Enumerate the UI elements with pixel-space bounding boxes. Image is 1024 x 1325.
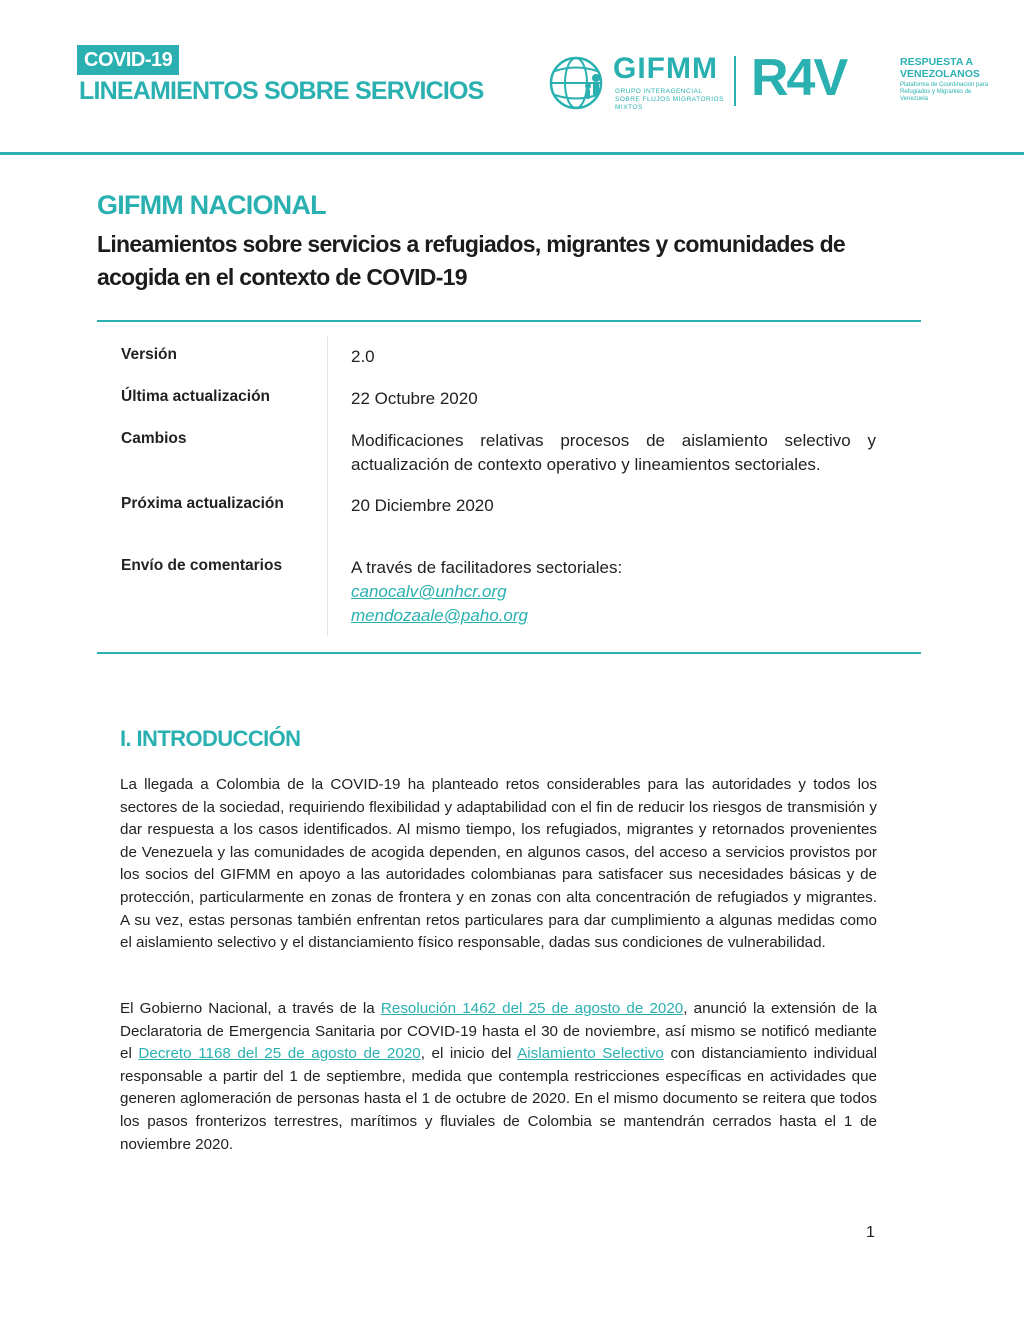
gifmm-logo-tagline: GRUPO INTERAGENCIAL SOBRE FLUJOS MIGRATORIOS MIXTOS [615,88,724,111]
page-number: 1 [866,1224,875,1241]
document-title: GIFMM NACIONAL [97,190,326,220]
p2-text-b: , anunció la extensión de la Declaratoria de Emergencia Sanitaria por COVID-19 hasta el 30 de noviembre, así mismo se notificó mediante el [120,1000,877,1063]
email-link-unhcr[interactable]: canocalv@unhcr.org [351,582,507,601]
comments-value: A través de facilitadores sectoriales: [351,558,623,577]
email-link-paho[interactable]: mendozaale@paho.org [351,606,528,625]
covid-badge: COVID-19 [77,45,179,75]
resolucion-1462-link[interactable]: Resolución 1462 del 25 de agosto de 2020 [380,1000,684,1017]
aislamiento-selectivo-link[interactable]: Aislamiento Selectivo [517,1045,664,1063]
changes-label: Cambios [121,430,187,447]
r4v-logo-tagline: RESPUESTA A VENEZOLANOS [900,56,980,80]
decreto-1168-link[interactable]: Decreto 1168 del 25 de agosto de 2020 [138,1045,421,1063]
next-update-value: 20 Diciembre 2020 [351,496,494,515]
metadata-bottom-rule [97,652,921,654]
version-label: Versión [121,346,177,363]
intro-paragraph-2 [120,998,877,1156]
version-value: 2.0 [351,347,375,366]
p2-text-a: El Gobierno Nacional, a través de la [120,1000,381,1017]
last-updated-label: Última actualización [121,388,271,405]
next-update-label: Próxima actualización [121,495,284,512]
gifmm-logo-text: GIFMM [613,52,718,85]
header-divider [0,152,1024,155]
r4v-logo-text: R4V [751,49,847,107]
logo-separator [734,56,736,106]
intro-paragraph-1: La llegada a Colombia de la COVID-19 ha planteado retos considerables para las autoridades y todos los sectores de la sociedad, requiriendo flexibilidad y adaptabilidad con el fin de reducir los riesgos de transmisión y dar respuesta a los casos identificados. Al mismo tiempo, los refugiados, migrantes y retornados provenientes de Venezuela y las comunidades de acogida dependen, en algunos casos, del acceso a servicios provistos por los socios del GIFMM en apoyo a las autoridades colombianas para satisfacer sus necesidades básicas y de protección, particularmente en zonas de frontera y en zonas con alta concentración de refugiados y migrantes. A su vez, estas personas también enfrentan retos particulares para dar cumplimiento a algunas medidas como el aislamiento selectivo y el distanciamiento físico responsable, dadas sus condiciones de vulnerabilidad. [120,776,877,952]
document-subtitle: Lineamientos sobre servicios a refugiados, migrantes y comunidades de acogida en el contexto de COVID-19 [97,231,846,290]
partner-logos [544,49,989,112]
section-heading-introduccion: I. INTRODUCCIÓN [120,726,301,751]
changes-value: Modificaciones relativas procesos de aislamiento selectivo y actualización de contexto operativo y lineamientos sectoriales. [351,431,876,474]
comments-block [351,556,876,628]
globe-icon [544,54,608,112]
header-subtitle: LINEAMIENTOS SOBRE SERVICIOS [79,77,484,105]
comments-label: Envío de comentarios [121,557,283,574]
p2-text-c: , el inicio del [420,1045,518,1063]
metadata-column-divider [327,336,328,636]
last-updated-value: 22 Octubre 2020 [351,389,478,408]
r4v-logo-small-text: Plataforma de Coordinación para Refugiados y Migrantes de Venezuela [900,82,989,102]
metadata-top-rule [97,320,921,322]
p2-text-d: con distanciamiento individual responsable a partir del 1 de septiembre, medida que contempla restricciones específicas en actividades que generen aglomeración de personas hasta el 1 de octubre de 2020. En el mismo documento se reitera que todos los pasos fronterizos terrestres, marítimos y fluviales de Colombia se mantendrán cerrados hasta el 1 de noviembre 2020. [120,1045,877,1153]
